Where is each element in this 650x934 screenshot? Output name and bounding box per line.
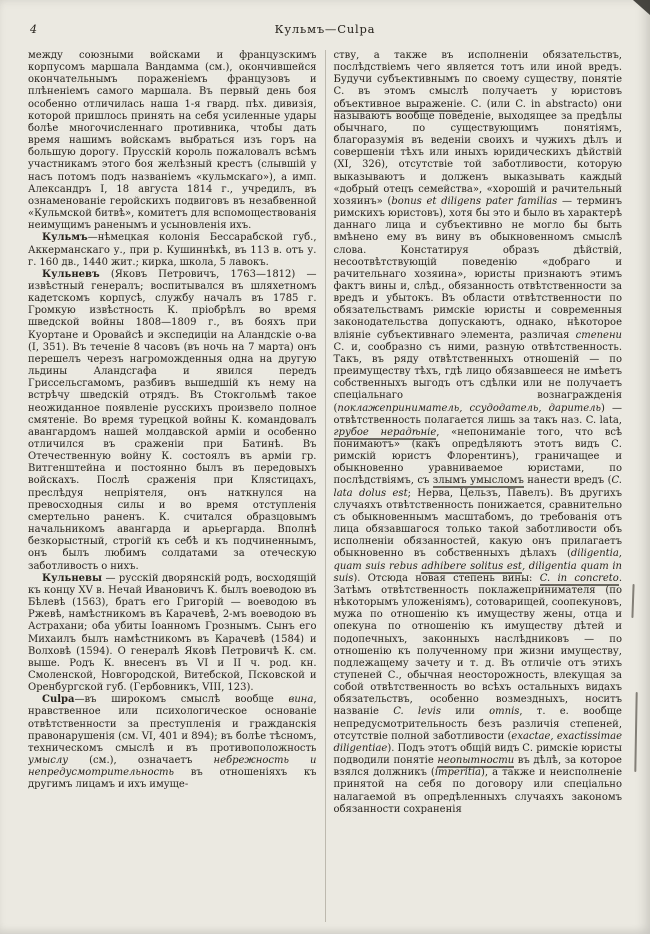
entry-headword: Кульневъ [42, 268, 100, 280]
page-title: Кульмъ—Culpa [274, 22, 376, 36]
scan-corner-artifact [633, 0, 650, 15]
paragraph: Кульневъ (Яковъ Петровичъ, 1763—1812) — извѣстный генералъ; воспитывался въ шляхетномъ кадетскомъ корпусѣ, службу началъ въ 1785 г. Громкую извѣстность К. пріобрѣлъ во время шведской войны 1808—1809 г., въ бояхъ при Куортане и Оровайсѣ и экспедиціи на Аландскіе о-ва (I, 351). Въ теченіе 8 часовъ (въ ночь на 7 марта) онъ перешелъ черезъ нагроможденныя одна на другую льдины Аландсгафа и явился передъ Гриссельсгамомъ, разбивъ вышедшій къ нему на встрѣчу шведскій отрядъ. Въ Стокгольмѣ такое неожиданное появленіе русскихъ произвело полное смятеніе. Во время турецкой войны К. командовалъ авангардомъ нашей молдавской арміи и особенно отличился въ сраженіи при Батинѣ. Въ Отечественную войну К. состоялъ въ арміи гр. Витгенштейна и постоянно былъ въ передовыхъ войскахъ. Послѣ сраженія при Клястицахъ, преслѣдуя непріятеля, онъ наткнулся на превосходныя силы и во время отступленія смертельно раненъ. К. считался образцовымъ начальникомъ авангарда и арьергарда. Вполнѣ безкорыстный, строгій къ себѣ и къ подчиненнымъ, онъ былъ любимъ солдатами за отеческую заботливость о нихъ. [28, 268, 317, 572]
paragraph: Кульмъ—нѣмецкая колонія Бессарабской губ., Аккерманскаго у., при р. Кушиннѣкѣ, въ 113 в. отъ у. г. 160 дв., 1440 жит.; кирка, школа, 5 лавокъ. [28, 232, 317, 268]
entry-headword: Кульмъ [42, 232, 88, 244]
left-column [28, 50, 317, 922]
entry-headword: Кульневы [42, 572, 102, 584]
paragraph: между союзными войсками и французскимъ корпусомъ маршала Вандамма (см.), окончившейся окончательнымъ пораженіемъ французовъ и плѣненіемъ самого маршала. Въ первый день боя особенно отличилась наша 1-я гвард. пѣх. дивизія, которой пришлось принять на себя усиленные удары болѣе многочисленнаго противника, чтобы дать время нашимъ войскамъ выбраться изъ горъ на большую дорогу. Прусскій король пожаловалъ всѣмъ участникамъ этого боя желѣзный крестъ (слывшій у насъ потомъ подъ названіемъ «кульмскаго»), а имп. Александръ I, 18 августа 1814 г., учредилъ, въ ознаменованіе геройскихъ подвиговъ въ незабвенной «Кульмской битвѣ», комитетъ для вспомоществованія неимущимъ раненымъ и усыновленія ихъ. [28, 50, 317, 232]
entry-headword: Culpa [42, 694, 75, 706]
page-header [0, 22, 650, 40]
right-column [334, 50, 623, 922]
paragraph: ству, а также въ исполненіи обязательствъ, послѣдствіемъ чего является тотъ или иной вредъ. Будучи субъективнымъ по своему существу, понятіе С. въ этомъ смыслѣ получаетъ у юристовъ объективное выраженіе. С. (или C. in abstracto) они называютъ вообще поведеніе, выходящее за предѣлы обычнаго, по существующимъ понятіямъ, благоразумія въ веденіи своихъ и чужихъ дѣлъ и совершеніи тѣхъ или иныхъ юридическихъ дѣйствій (XI, 326), отсутствіе той заботливости, которую выказываютъ и долженъ выказывать каждый «добрый отецъ семейства», «хорошій и рачительный хозяинъ» (bonus et diligens pater familias — терминъ римскихъ юристовъ), хотя бы это и было въ характерѣ даннаго лица и субъективно не могло бы быть вмѣнено ему въ вину въ обыкновенномъ смыслѣ слова. Констатируя образъ дѣйствій, несоотвѣтствующій поведенію «добраго и рачительнаго хозяина», юристы признаютъ этимъ фактъ вины и, слѣд., обязанность отвѣтственности за вредъ и убытокъ. Въ области отвѣтственности по обязательствамъ римскіе юристы и современныя законодательства допускаютъ, однако, нѣкоторое вліяніе субъективнаго элемента, различая степени С. и, сообразно съ ними, разную отвѣтственность. Такъ, въ ряду отвѣтственныхъ отношеній — по преимуществу тѣхъ, гдѣ лицо обязавшееся не имѣетъ собственныхъ выгодъ отъ сдѣлки или не получаетъ спеціальнаго вознагражденія (поклажеприниматель, ссудодатель, даритель) — отвѣтственность полагается лишь за такъ наз. C. lata, грубое нерадѣніе, «непониманіе того, что всѣ понимаютъ» (какъ опредѣляютъ этотъ видъ С. римскій юристъ Флорентинъ), граничащее и обыкновенно уравниваемое юристами, по послѣдствіямъ, съ злымъ умысломъ нанести вредъ (C. lata dolus est; Нерва, Цельзъ, Павелъ). Въ другихъ случаяхъ отвѣтственность понижается, сравнительно съ обыкновеннымъ масштабомъ, до требованія отъ лица обязавшагося только такой заботливости объ исполненіи обязанностей, какую онъ прилагаетъ обыкновенно въ собственныхъ дѣлахъ (diligentia, quam suis rebus adhibere solitus est, diligentia quam in suis). Отсюда новая степень вины: C. in concreto. Затѣмъ отвѣтственность поклажепринимателя (по нѣкоторымъ уложеніямъ), сотоварищей, соопекуновъ, мужа по отношенію къ имуществу жены, отца и опекуна по отношенію къ имуществу дѣтей и подопечныхъ, законныхъ наслѣдниковъ — по отношенію къ полученному при жизни имуществу, подлежащему зачету и т. д. Въ отличіе отъ этихъ ступеней С., обычная неосторожность, влекущая за собой отвѣтственность во всѣхъ остальныхъ видахъ обязательствъ, особенно возмездныхъ, носитъ названіе C. levis или omnis, т. е. вообще непредусмотрительность безъ различія степеней, отсутствіе полной заботливости (exactae, exactissimae diligentiae). Подъ этотъ общій видъ С. римскіе юристы подводили понятіе неопытности въ дѣлѣ, за которое взялся должникъ (imperitia), а также и неисполненіе принятой на себя по договору или спеціально налагаемой въ опредѣленныхъ случаяхъ закономъ обязанности сохраненія [333, 50, 622, 815]
column-divider [325, 50, 326, 922]
text-columns [28, 50, 622, 922]
page-number: 4 [30, 23, 37, 36]
paragraph: Culpa—въ широкомъ смыслѣ вообще вина, нравственное или психологическое основаніе отвѣтственности за преступленія и гражданскія правонарушенія (см. VI, 401 и 894); въ болѣе тѣсномъ, техническомъ смыслѣ и въ противоположность умыслу (см.), означаетъ небрежность и непредусмотрительность въ отношеніяхъ къ другимъ лицамъ и ихъ имуще- [28, 694, 317, 791]
paragraph: Кульневы — русскій дворянскій родъ, восходящій къ концу XV в. Нечай Ивановичъ К. былъ воеводою въ Бѣлевѣ (1563), братъ его Григорій — воеводою въ Ржевѣ, намѣстникомъ въ Карачевѣ, 2-мъ воеводою въ Астрахани; оба убиты Іоанномъ Грознымъ. Сынъ его Михаилъ былъ намѣстникомъ въ Карачевѣ (1584) и Волховѣ (1594). О генералѣ Яковѣ Петровичѣ К. см. выше. Родъ К. внесенъ въ VI и II ч. род. кн. Смоленской, Новгородской, Витебской, Псковской и Оренбургской губ. (Гербовникъ, VIII, 123). [28, 572, 317, 694]
pen-margin-mark [631, 584, 634, 618]
pen-margin-mark [634, 692, 637, 772]
